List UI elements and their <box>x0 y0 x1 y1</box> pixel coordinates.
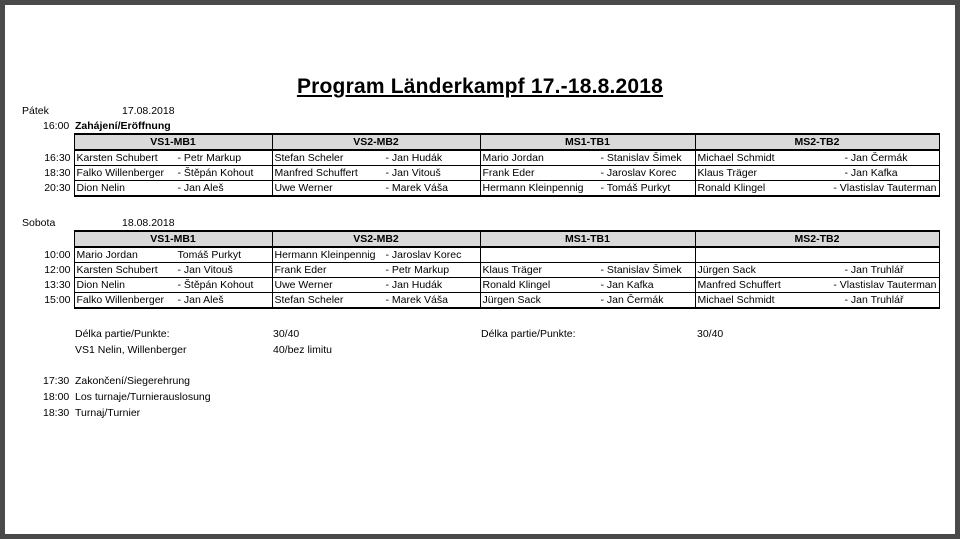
row-time: 15:00 <box>44 294 71 307</box>
row-time: 18:30 <box>44 167 71 179</box>
player-away: - Tomáš Purkyt <box>600 182 671 194</box>
table-row <box>21 181 939 197</box>
player-home: Stefan Scheler <box>274 152 344 164</box>
player-away: - Jan Truhlář <box>844 294 904 306</box>
vs1-note-label: VS1 Nelin, Willenberger <box>75 344 187 356</box>
match-cell <box>695 166 939 181</box>
player-home: Ronald Klingel <box>482 279 551 291</box>
player-home: Jürgen Sack <box>482 294 541 306</box>
match-cell <box>272 263 480 278</box>
row-time: 10:00 <box>44 248 71 261</box>
schedule-table-day1 <box>21 133 940 197</box>
match-cell <box>695 278 939 293</box>
table-row <box>21 278 939 293</box>
match-cell <box>480 293 695 309</box>
column-header: MS2-TB2 <box>695 134 939 150</box>
match-cell <box>695 263 939 278</box>
row-time: 16:30 <box>44 151 71 164</box>
player-home: Michael Schmidt <box>697 152 775 164</box>
day1-date: 17.08.2018 <box>122 105 175 117</box>
player-away: - Jan Čermák <box>600 294 664 306</box>
closing-time: 18:00 <box>43 391 70 403</box>
match-cell <box>480 150 695 166</box>
match-cell <box>74 181 272 197</box>
player-away: - Vlastislav Tauterman <box>833 182 937 194</box>
closing-time: 18:30 <box>43 407 70 419</box>
player-away: - Jan Aleš <box>177 294 224 306</box>
player-home: Mario Jordan <box>482 152 544 164</box>
player-home: Karsten Schubert <box>76 152 158 164</box>
table-row <box>21 293 939 309</box>
opening-time: 16:00 <box>43 120 70 132</box>
closing-time: 17:30 <box>43 375 70 387</box>
match-cell <box>695 150 939 166</box>
player-home: Michael Schmidt <box>697 294 775 306</box>
player-home: Dion Nelin <box>76 182 125 194</box>
opening-label: Zahájení/Eröffnung <box>75 120 171 132</box>
player-home: Falko Willenberger <box>76 294 165 306</box>
match-cell <box>480 263 695 278</box>
player-home: Uwe Werner <box>274 279 333 291</box>
match-cell <box>272 278 480 293</box>
table-row <box>21 247 939 263</box>
column-header: MS1-TB1 <box>480 231 695 247</box>
document-page <box>5 5 955 534</box>
player-away: Tomáš Purkyt <box>177 249 242 261</box>
column-header: MS1-TB1 <box>480 134 695 150</box>
column-header: MS2-TB2 <box>695 231 939 247</box>
player-home: Manfred Schuffert <box>697 279 781 291</box>
player-home: Falko Willenberger <box>76 167 165 179</box>
table-header-row <box>21 134 939 150</box>
row-time: 13:30 <box>44 279 71 291</box>
player-away: - Marek Váša <box>385 294 448 306</box>
player-away: - Jan Kafka <box>600 279 654 291</box>
player-away: - Jaroslav Korec <box>600 167 677 179</box>
row-time: 20:30 <box>44 182 71 195</box>
player-away: - Vlastislav Tauterman <box>833 279 937 291</box>
closing-label: Zakončení/Siegerehrung <box>75 375 190 387</box>
match-cell <box>272 150 480 166</box>
player-away: - Jan Aleš <box>177 182 224 194</box>
match-cell <box>272 181 480 197</box>
length-label: Délka partie/Punkte: <box>75 328 170 340</box>
day1-label: Pátek <box>22 105 49 117</box>
player-home: Stefan Scheler <box>274 294 344 306</box>
player-home: Hermann Kleinpennig <box>482 182 584 194</box>
length-value: 30/40 <box>273 328 300 340</box>
player-home: Manfred Schuffert <box>274 167 358 179</box>
player-away: - Jan Kafka <box>844 167 898 179</box>
match-cell <box>74 150 272 166</box>
match-cell <box>480 166 695 181</box>
player-away: - Jan Vitouš <box>385 167 441 179</box>
closing-label: Los turnaje/Turnierauslosung <box>75 391 211 403</box>
match-cell <box>272 247 480 263</box>
match-cell <box>695 247 939 263</box>
player-home: Klaus Träger <box>697 167 758 179</box>
match-cell <box>695 293 939 309</box>
table-row <box>21 166 939 181</box>
day2-label: Sobota <box>22 217 56 229</box>
player-away: - Štěpán Kohout <box>177 167 254 179</box>
column-header: VS2-MB2 <box>272 134 480 150</box>
vs1-note-value: 40/bez limitu <box>273 344 332 356</box>
player-home: Dion Nelin <box>76 279 125 291</box>
match-cell <box>480 247 695 263</box>
match-cell <box>74 263 272 278</box>
player-away: - Stanislav Šimek <box>600 264 682 276</box>
match-cell <box>74 293 272 309</box>
player-home: Uwe Werner <box>274 182 333 194</box>
player-home: Ronald Klingel <box>697 182 766 194</box>
table-header-row <box>21 231 939 247</box>
player-home: Hermann Kleinpennig <box>274 249 376 261</box>
match-cell <box>480 278 695 293</box>
schedule-table-day2 <box>21 230 940 309</box>
match-cell <box>480 181 695 197</box>
closing-label: Turnaj/Turnier <box>75 407 141 419</box>
match-cell <box>74 278 272 293</box>
column-header: VS2-MB2 <box>272 231 480 247</box>
match-cell <box>272 293 480 309</box>
match-cell <box>695 181 939 197</box>
player-home: Karsten Schubert <box>76 264 158 276</box>
player-away: - Petr Markup <box>177 152 242 164</box>
player-home: Frank Eder <box>482 167 535 179</box>
player-home: Jürgen Sack <box>697 264 756 276</box>
table-row <box>21 263 939 278</box>
player-away: - Petr Markup <box>385 264 450 276</box>
player-away: - Jan Hudák <box>385 279 443 291</box>
match-cell <box>74 247 272 263</box>
player-away: - Jan Hudák <box>385 152 443 164</box>
column-header: VS1-MB1 <box>74 231 272 247</box>
player-home: Mario Jordan <box>76 249 138 261</box>
player-away: - Jaroslav Korec <box>385 249 462 261</box>
match-cell <box>272 166 480 181</box>
match-cell <box>74 166 272 181</box>
length-value: 30/40 <box>697 328 724 340</box>
player-away: - Štěpán Kohout <box>177 279 254 291</box>
row-time: 12:00 <box>44 264 71 276</box>
player-away: - Jan Vitouš <box>177 264 233 276</box>
player-away: - Stanislav Šimek <box>600 152 682 164</box>
length-label: Délka partie/Punkte: <box>481 328 576 340</box>
player-home: Klaus Träger <box>482 264 543 276</box>
player-away: - Marek Váša <box>385 182 448 194</box>
player-away: - Jan Truhlář <box>844 264 904 276</box>
column-header: VS1-MB1 <box>74 134 272 150</box>
player-home: Frank Eder <box>274 264 327 276</box>
player-away: - Jan Čermák <box>844 152 908 164</box>
day2-date: 18.08.2018 <box>122 217 175 229</box>
page-title: Program Länderkampf 17.-18.8.2018 <box>296 75 664 98</box>
table-row <box>21 150 939 166</box>
